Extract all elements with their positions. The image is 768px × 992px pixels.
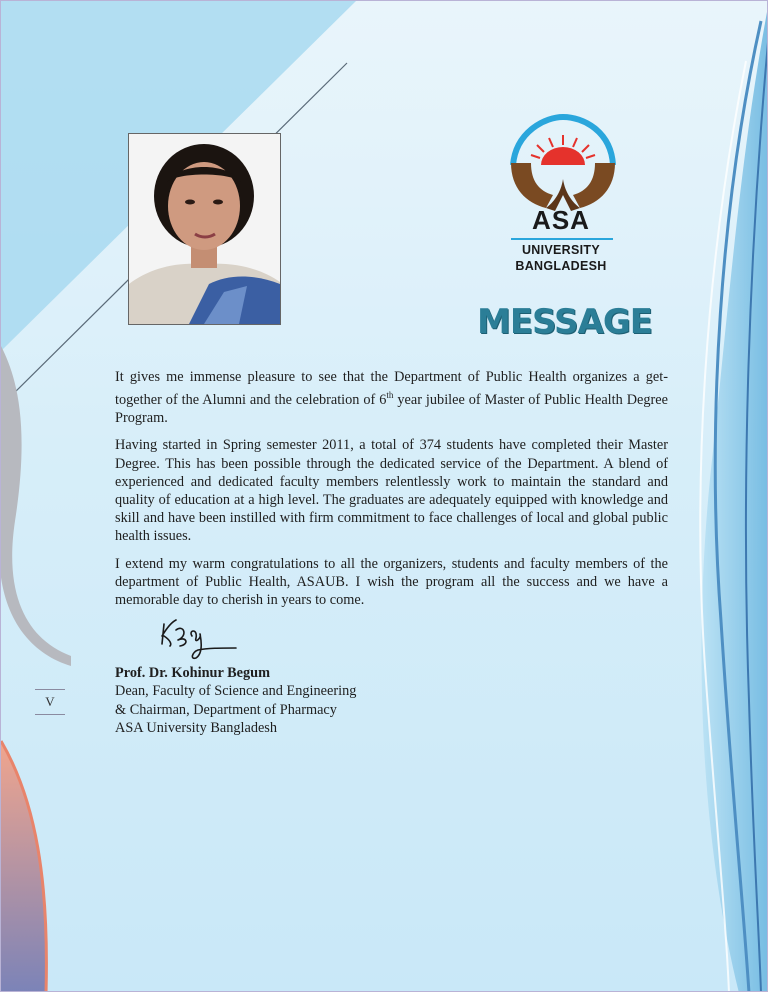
message-body [115, 368, 668, 618]
message-heading: MESSAGE [477, 302, 652, 342]
ordinal-superscript: th [386, 390, 394, 401]
paragraph-1-tail: year jubilee of Master of Public Health Degree Program. [115, 391, 668, 427]
logo-name-text: ASA [532, 205, 590, 235]
paragraph-2-text: Having started in Spring semester 2011, a total of 374 students have completed their Master Degree. This has been possible through the dedicated service of the Department. A blend of experienced and dedicated faculty members relentlessly work to maintain the standard and quality of education at a high level. The graduates are adequately equipped with knowledge and skill and have been instilled with firm commitment to face challenges of local and global public health issues. [115, 437, 668, 545]
paragraph-1-text: It gives me immense pleasure to see that the Department of Public Health organizes a get-together of the Alumni and the celebration of 6 [115, 369, 668, 408]
signatory-block [115, 664, 356, 737]
signatory-name: Prof. Dr. Kohinur Begum [115, 665, 271, 681]
paragraph-1 [115, 368, 668, 427]
dean-portrait-photo [128, 133, 281, 325]
paragraph-3 [115, 555, 668, 610]
signatory-organization: ASA University Bangladesh [115, 719, 278, 736]
page-number: V [35, 689, 65, 715]
handwritten-signature [158, 614, 238, 662]
paragraph-2 [115, 436, 668, 545]
signatory-title-1: Dean, Faculty of Science and Engineering [115, 683, 357, 700]
logo-university-text: UNIVERSITY [521, 243, 600, 257]
signatory-title-2: & Chairman, Department of Pharmacy [115, 701, 337, 718]
paragraph-3-text: I extend my warm congratulations to all the organizers, students and faculty members of the department of Public Health, ASAUB. I wish the program all the success and we have a memorable day to cherish in years to come. [115, 555, 668, 608]
logo-bangladesh-text: BANGLADESH [515, 259, 607, 273]
